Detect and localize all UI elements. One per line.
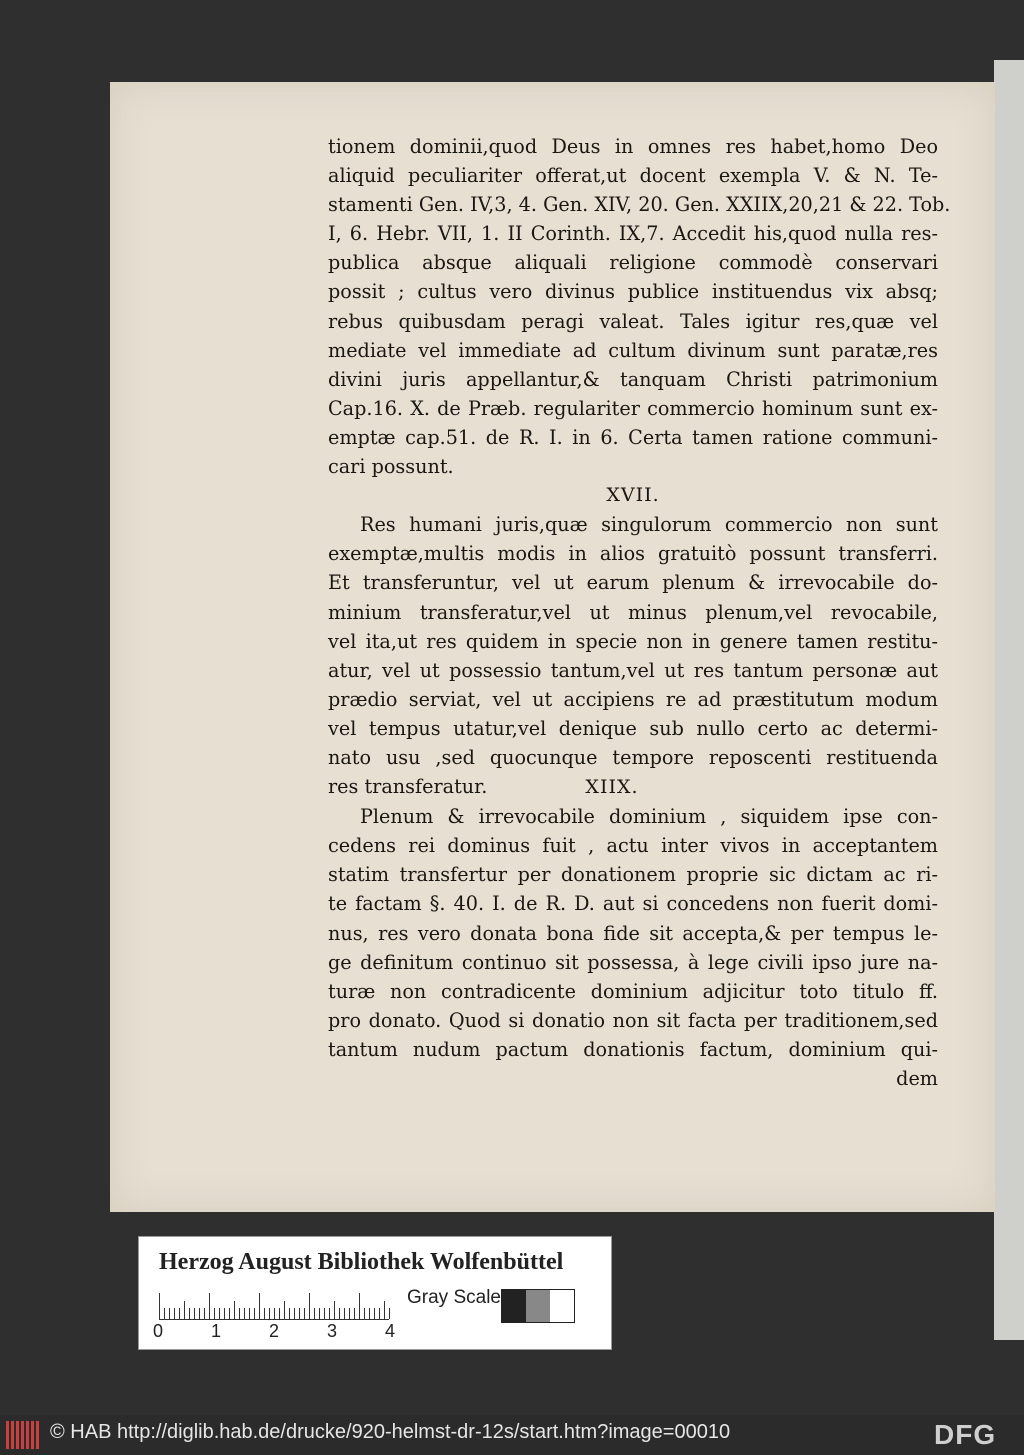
text-line: Et transferuntur, vel ut earum plenum & irrevocabile do- <box>328 571 938 595</box>
section-heading-xiix: XIIX. <box>585 776 639 799</box>
gray-scale-label: Gray Scale <box>407 1287 501 1308</box>
ruler-tick <box>254 1308 255 1319</box>
catchword: dem <box>896 1067 938 1090</box>
gray-swatch <box>502 1290 526 1322</box>
ruler-tick <box>224 1308 225 1319</box>
ruler-number: 2 <box>269 1321 280 1341</box>
ruler-tick <box>284 1301 285 1319</box>
ruler-tick <box>244 1308 245 1319</box>
ruler-tick <box>239 1308 240 1319</box>
text-line: Res humani juris,quæ singulorum commercio non sunt <box>360 513 938 537</box>
ruler-tick <box>314 1308 315 1319</box>
text-line: minium transferatur,vel ut minus plenum,vel revocabile, <box>328 600 938 624</box>
barcode-icon <box>6 1421 42 1449</box>
ruler-scale <box>159 1293 389 1320</box>
text-line: I, 6. Hebr. VII, 1. II Corinth. IX,7. Accedit his,quod nulla res- <box>328 222 938 246</box>
text-line: cedens rei dominus fuit , actu inter vivos in acceptantem <box>328 834 938 858</box>
paragraph-2 <box>328 510 938 772</box>
ruler-tick <box>349 1308 350 1319</box>
ruler-number: 0 <box>153 1321 164 1341</box>
text-line: vel ita,ut res quidem in specie non in genere tamen restitu- <box>328 629 938 653</box>
ruler-tick <box>204 1308 205 1319</box>
ruler-tick <box>309 1293 310 1319</box>
ruler-tick <box>324 1308 325 1319</box>
ruler-tick <box>229 1308 230 1319</box>
ruler-tick <box>294 1308 295 1319</box>
ruler-tick <box>329 1308 330 1319</box>
text-line: cari possunt. <box>328 455 454 479</box>
gray-scale-swatch <box>501 1289 575 1323</box>
ruler-tick <box>274 1308 275 1319</box>
text-line: tantum nudum pactum donationis factum, dominium qui- <box>328 1037 938 1061</box>
text-line: divini juris appellantur,& tanquam Christi patrimonium <box>328 367 938 391</box>
text-line: ge definitum continuo sit possessa, à lege civili ipso jure na- <box>328 950 938 974</box>
text-line: vel tempus utatur,vel denique sub nullo certo ac determi- <box>328 716 938 740</box>
paragraph-2-last-text: res transferatur. <box>328 775 488 799</box>
ruler-tick <box>214 1308 215 1319</box>
ruler-tick <box>194 1308 195 1319</box>
gray-swatch <box>526 1290 550 1322</box>
ruler-number: 1 <box>211 1321 222 1341</box>
text-line: rebus quibusdam peragi valeat. Tales igitur res,quæ vel <box>328 309 938 333</box>
text-line: statim transfertur per donationem proprie sic dictam ac ri- <box>328 863 938 887</box>
book-page <box>110 82 995 1212</box>
page-text <box>328 132 951 1093</box>
gray-swatch <box>550 1290 574 1322</box>
text-line: stamenti Gen. IV,3, 4. Gen. XIV, 20. Gen. XXIIX,20,21 & 22. Tob. <box>328 193 951 217</box>
text-line: pro donato. Quod si donatio non sit facta per traditionem,sed <box>328 1008 938 1032</box>
next-page-edge <box>994 60 1024 1340</box>
text-line: emptæ cap.51. de R. I. in 6. Certa tamen ratione communi- <box>328 425 938 449</box>
text-line: publica absque aliquali religione commodè conservari <box>328 251 938 275</box>
ruler-tick <box>384 1301 385 1319</box>
ruler-tick <box>164 1308 165 1319</box>
paragraph-1 <box>328 132 951 481</box>
text-line: mediate vel immediate ad cultum divinum sunt paratæ,res <box>328 338 938 362</box>
ruler-tick <box>174 1308 175 1319</box>
ruler-tick <box>319 1308 320 1319</box>
ruler-tick <box>374 1308 375 1319</box>
ruler-tick <box>269 1308 270 1319</box>
footer-credit: © HAB http://diglib.hab.de/drucke/920-helmst-dr-12s/start.htm?image=00010 <box>50 1421 731 1443</box>
text-line: turæ non contradicente dominium adjicitur toto titulo ff. <box>328 979 938 1003</box>
ruler-tick <box>379 1308 380 1319</box>
ruler-tick <box>359 1293 360 1319</box>
ruler-tick <box>249 1308 250 1319</box>
ruler-tick <box>369 1308 370 1319</box>
section-heading-xvii: XVII. <box>606 484 660 507</box>
text-line: possit ; cultus vero divinus publice instituendus vix absq; <box>328 280 938 304</box>
library-name: Herzog August Bibliothek Wolfenbüttel <box>159 1249 564 1275</box>
ruler-tick <box>334 1301 335 1319</box>
ruler-tick <box>279 1308 280 1319</box>
text-line: aliquid peculiariter offerat,ut docent exempla V. & N. Te- <box>328 164 938 188</box>
ruler-tick <box>264 1308 265 1319</box>
ruler-tick <box>304 1308 305 1319</box>
library-label <box>138 1236 612 1350</box>
ruler-tick <box>169 1308 170 1319</box>
ruler-tick <box>389 1308 390 1319</box>
ruler-tick <box>179 1308 180 1319</box>
ruler-tick <box>189 1308 190 1319</box>
ruler-numbers <box>153 1321 403 1343</box>
footer-bar <box>0 1415 1024 1455</box>
ruler-tick <box>289 1308 290 1319</box>
ruler-tick <box>354 1308 355 1319</box>
ruler-tick <box>184 1301 185 1319</box>
ruler-tick <box>199 1308 200 1319</box>
ruler-tick <box>344 1308 345 1319</box>
paragraph-2-last-line <box>328 772 938 802</box>
ruler-tick <box>364 1308 365 1319</box>
text-line: atur, vel ut possessio tantum,vel ut res tantum personæ aut <box>328 658 938 682</box>
ruler-tick <box>234 1301 235 1319</box>
ruler-tick <box>339 1308 340 1319</box>
text-line: Cap.16. X. de Præb. regulariter commercio hominum sunt ex- <box>328 396 938 420</box>
text-line: te factam §. 40. I. de R. D. aut si concedens non fuerit domi- <box>328 892 938 916</box>
ruler-number: 3 <box>327 1321 338 1341</box>
text-line: exemptæ,multis modis in alios gratuitò possunt transferri. <box>328 542 938 566</box>
text-line: nus, res vero donata bona fide sit accepta,& per tempus le- <box>328 921 938 945</box>
paragraph-3 <box>328 802 938 1064</box>
ruler-number: 4 <box>385 1321 396 1341</box>
ruler-tick <box>259 1293 260 1319</box>
text-line: Plenum & irrevocabile dominium , siquidem ipse con- <box>360 805 938 829</box>
dfg-logo: DFG <box>934 1419 997 1450</box>
ruler-tick <box>299 1308 300 1319</box>
text-line: nato usu ,sed quocunque tempore reposcenti restituenda <box>328 745 938 769</box>
ruler-tick <box>219 1308 220 1319</box>
ruler-tick <box>209 1293 210 1319</box>
ruler-tick <box>159 1293 160 1319</box>
text-line: tionem dominii,quod Deus in omnes res habet,homo Deo <box>328 135 938 158</box>
text-line: prædio serviat, vel ut accipiens re ad præstitutum modum <box>328 687 938 711</box>
